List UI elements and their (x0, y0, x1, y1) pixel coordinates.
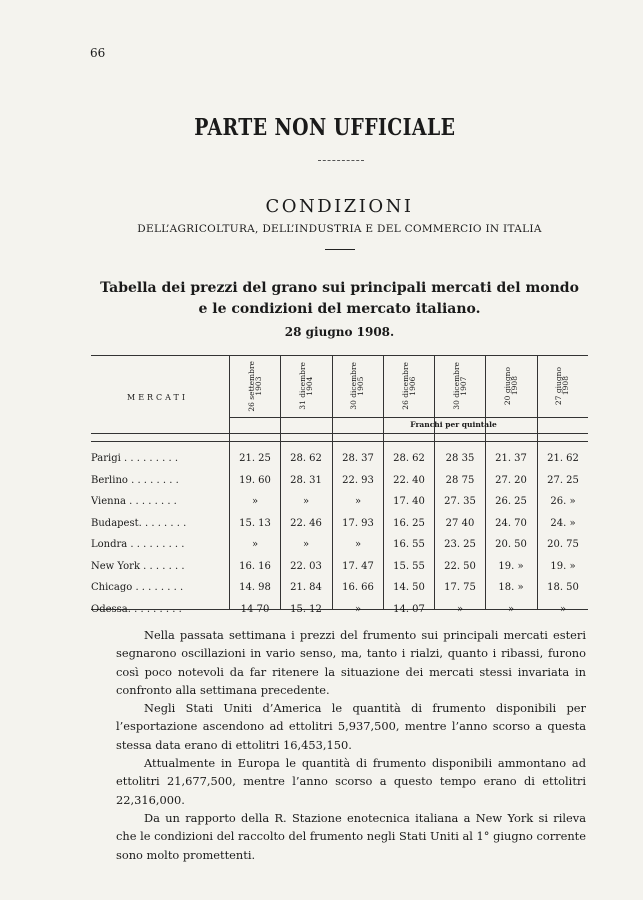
section-rule (325, 249, 355, 250)
header-date: 27 giugno 1908 (554, 366, 570, 406)
table-row (91, 561, 588, 577)
price-cell: 17. 47 (342, 560, 374, 572)
price-cell: 28 75 (445, 474, 475, 486)
price-cell: 20. 75 (547, 539, 579, 550)
price-cell: 15. 13 (239, 517, 271, 529)
table-row (91, 453, 588, 469)
price-cell: 26. » (550, 496, 576, 507)
price-cell: » (559, 603, 567, 615)
table-row (91, 518, 588, 534)
market-name: New York . . . . . . . (91, 560, 185, 572)
table-caption (0, 278, 643, 320)
market-name: Berlino . . . . . . . . (91, 474, 179, 486)
paragraph: Attualmente in Europa le quantità di frumento disponibili ammontano ad ettolitri 21,677,500, mentre l’anno scorso a questo tempo erano di ettolitri 22,316,000. (116, 756, 586, 807)
price-cell: 19. » (498, 560, 524, 572)
price-cell: 27 40 (445, 517, 475, 529)
unit-label: Franchi per quintale (410, 420, 497, 429)
price-cell: 24. » (550, 517, 576, 529)
header-date: 30 dicembre 1907 (452, 362, 468, 410)
table-unit-rule (91, 433, 588, 434)
header-date: 31 dicembre 1904 (298, 362, 314, 410)
price-cell: » (302, 539, 310, 550)
price-cell: 23. 25 (444, 539, 476, 550)
price-cell: 17. 40 (393, 496, 425, 507)
price-cell: 28. 37 (342, 453, 374, 464)
paragraph: Nella passata settimana i prezzi del frumento sui principali mercati esteri segnarono oscillazioni in vario senso, ma, tanto i rialzi, quanto i ribassi, furono così poco notevoli da far ritenere la situazione dei mercati stessi invariata in confronto alla settimana precedente. (116, 628, 586, 697)
table-caption-line2: e le condizioni del mercato italiano. (198, 301, 481, 317)
price-cell: » (354, 539, 362, 550)
price-cell: » (251, 496, 259, 507)
header-date: 26 dicembre 1906 (401, 362, 417, 410)
price-cell: 27. 35 (444, 496, 476, 507)
price-cell: 22. 40 (393, 474, 425, 486)
price-cell: 22. 93 (342, 474, 374, 486)
market-name: Vienna . . . . . . . . (91, 496, 177, 507)
price-cell: 18. 50 (547, 582, 579, 593)
table-caption-line1: Tabella dei prezzi del grano sui principali mercati del mondo (100, 280, 579, 296)
price-cell: 14 70 (240, 603, 270, 615)
market-name: Chicago . . . . . . . . (91, 582, 184, 593)
price-cell: 14. 98 (239, 582, 271, 593)
market-name: Odessa. . . . . . . . . (91, 603, 182, 615)
price-cell: 26. 25 (495, 496, 527, 507)
price-cell: 16. 55 (393, 539, 425, 550)
section-subtitle: DELL’AGRICOLTURA, DELL’INDUSTRIA E DEL COMMERCIO IN ITALIA (137, 223, 542, 235)
price-cell: 19. » (550, 560, 576, 572)
price-cell: 27. 25 (547, 474, 579, 486)
main-title: PARTE NON UFFICIALE (194, 114, 456, 141)
price-cell: 15. 12 (290, 603, 322, 615)
body-text (116, 626, 586, 864)
price-cell: 21. 84 (290, 582, 322, 593)
price-cell: » (456, 603, 464, 615)
header-date: 30 dicembre 1905 (349, 362, 365, 410)
table-row (91, 539, 588, 555)
header-markets: MERCATI (127, 393, 189, 402)
price-cell: 19. 60 (239, 474, 271, 486)
price-cell: 24. 70 (495, 517, 527, 529)
price-cell: 16. 66 (342, 582, 374, 593)
table-row (91, 496, 588, 512)
price-cell: 14. 50 (393, 582, 425, 593)
price-cell: 27. 20 (495, 474, 527, 486)
table-date: 28 giugno 1908. (284, 325, 395, 339)
header-date: 26 settembre 1903 (247, 360, 263, 412)
price-cell: 15. 55 (393, 560, 425, 572)
price-cell: 17. 93 (342, 517, 374, 529)
market-name: Londra . . . . . . . . . (91, 539, 185, 550)
price-table (91, 355, 588, 615)
table-row (91, 582, 588, 598)
price-cell: 21. 37 (495, 453, 527, 464)
paragraph: Negli Stati Uniti d’America le quantità di frumento disponibili per l’esportazione ascendono ad ettolitri 5,937,500, mentre l’anno scorso a questa stessa data erano di ettolitri 16,453,150. (116, 701, 586, 752)
price-cell: 17. 75 (444, 582, 476, 593)
price-cell: 22. 50 (444, 560, 476, 572)
price-cell: » (354, 496, 362, 507)
price-cell: 14. 07 (393, 603, 425, 615)
price-cell: » (354, 603, 362, 615)
market-name: Budapest. . . . . . . . (91, 517, 187, 529)
price-cell: 18. » (498, 582, 524, 593)
price-cell: » (251, 539, 259, 550)
section-title: CONDIZIONI (265, 196, 414, 217)
price-cell: 28 35 (445, 453, 475, 464)
price-cell: » (507, 603, 515, 615)
price-cell: 22. 46 (290, 517, 322, 529)
price-cell: 28. 62 (393, 453, 425, 464)
price-cell: 16. 16 (239, 560, 271, 572)
price-cell: 21. 62 (547, 453, 579, 464)
price-cell: » (302, 496, 310, 507)
price-cell: 21. 25 (239, 453, 271, 464)
price-cell: 28. 62 (290, 453, 322, 464)
market-name: Parigi . . . . . . . . . (91, 453, 179, 464)
paragraph: Da un rapporto della R. Stazione enotecnica italiana a New York si rileva che le condizioni del raccolto del frumento negli Stati Uniti al 1° giugno corrente sono molto promettenti. (116, 810, 586, 862)
table-header-rule (229, 417, 588, 418)
table-row (91, 604, 588, 620)
table-body-top-rule (91, 441, 588, 442)
price-cell: 16. 25 (393, 517, 425, 529)
title-ornament-rule (318, 160, 364, 161)
page-number: 66 (90, 46, 106, 60)
price-cell: 20. 50 (495, 539, 527, 550)
price-cell: 22. 03 (290, 560, 322, 572)
header-date: 20 giugno 1908 (503, 366, 519, 406)
table-row (91, 475, 588, 491)
price-cell: 28. 31 (290, 474, 322, 486)
